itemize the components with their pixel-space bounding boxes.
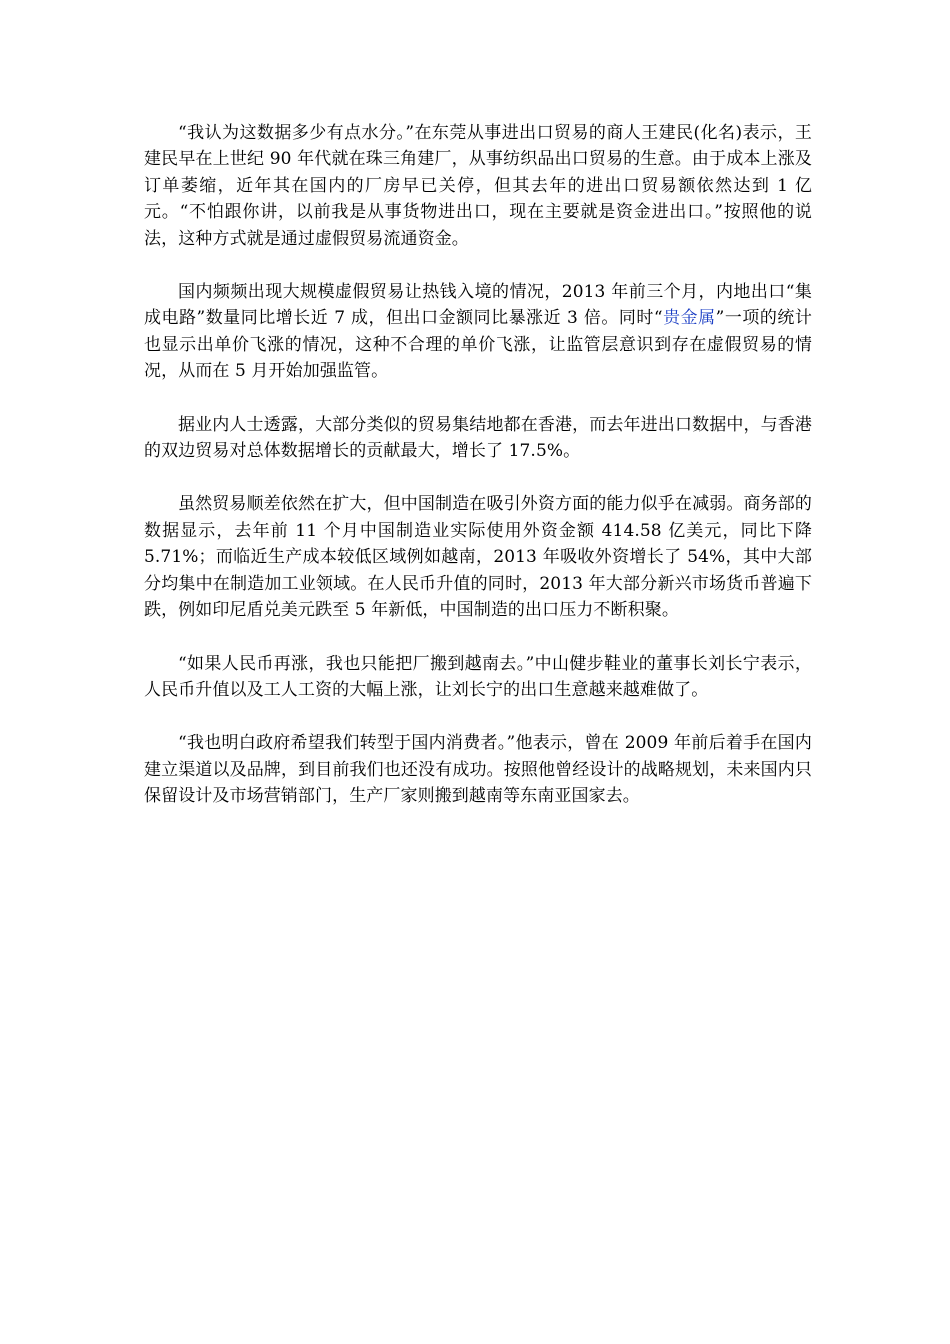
paragraph-1-text: “我认为这数据多少有点水分。”在东莞从事进出口贸易的商人王建民(化名)表示，王建民早在上世纪 90 年代就在珠三角建厂，从事纺织品出口贸易的生意。由于成本上涨及订单萎缩，近年其在国内的厂房早已关停，但其去年的进出口贸易额依然达到 1 亿元。“不怕跟你讲，以前我是从事货物进出口，现在主要就是资金进出口。”按照他的说法，这种方式就是通过虚假贸易流通资金。 — [144, 123, 812, 249]
paragraph-4 — [144, 491, 812, 623]
paragraph-2-text-a: 国内频频出现大规模虚假贸易让热钱入境的情况，2013 年前三个月，内地出口“集成电路”数量同比增长近 7 成，但出口金额同比暴涨近 3 倍。同时“ — [144, 282, 812, 329]
precious-metals-link[interactable]: 贵金属 — [662, 308, 716, 329]
paragraph-5 — [144, 651, 812, 704]
paragraph-6 — [144, 730, 812, 809]
paragraph-1 — [144, 120, 812, 252]
paragraph-6-text: “我也明白政府希望我们转型于国内消费者。”他表示，曾在 2009 年前后着手在国内建立渠道以及品牌，到目前我们也还没有成功。按照他曾经设计的战略规划，未来国内只保留设计及市场营销部门，生产厂家则搬到越南等东南亚国家去。 — [144, 733, 812, 807]
paragraph-3-text: 据业内人士透露，大部分类似的贸易集结地都在香港，而去年进出口数据中，与香港的双边贸易对总体数据增长的贡献最大，增长了 17.5%。 — [144, 414, 812, 462]
article-body — [144, 120, 812, 837]
paragraph-2-text-b: ”一项的统计也显示出单价飞涨的情况，这种不合理的单价飞涨，让监管层意识到存在虚假贸易的情况，从而在 5 月开始加强监管。 — [144, 308, 812, 382]
paragraph-5-text: “如果人民币再涨，我也只能把厂搬到越南去。”中山健步鞋业的董事长刘长宁表示，人民币升值以及工人工资的大幅上涨，让刘长宁的出口生意越来越难做了。 — [144, 653, 812, 700]
paragraph-3 — [144, 412, 812, 465]
paragraph-4-text: 虽然贸易顺差依然在扩大，但中国制造在吸引外资方面的能力似乎在减弱。商务部的数据显示，去年前 11 个月中国制造业实际使用外资金额 414.58 亿美元，同比下降 5.71%；而临近生产成本较低区域例如越南，2013 年吸收外资增长了 54%，其中大部分均集中在制造加工业领域。在人民币升值的同时，2013 年大部分新兴市场货币普遍下跌，例如印尼盾兑美元跌至 5 年新低，中国制造的出口压力不断积聚。 — [144, 494, 812, 621]
paragraph-2 — [144, 279, 812, 385]
